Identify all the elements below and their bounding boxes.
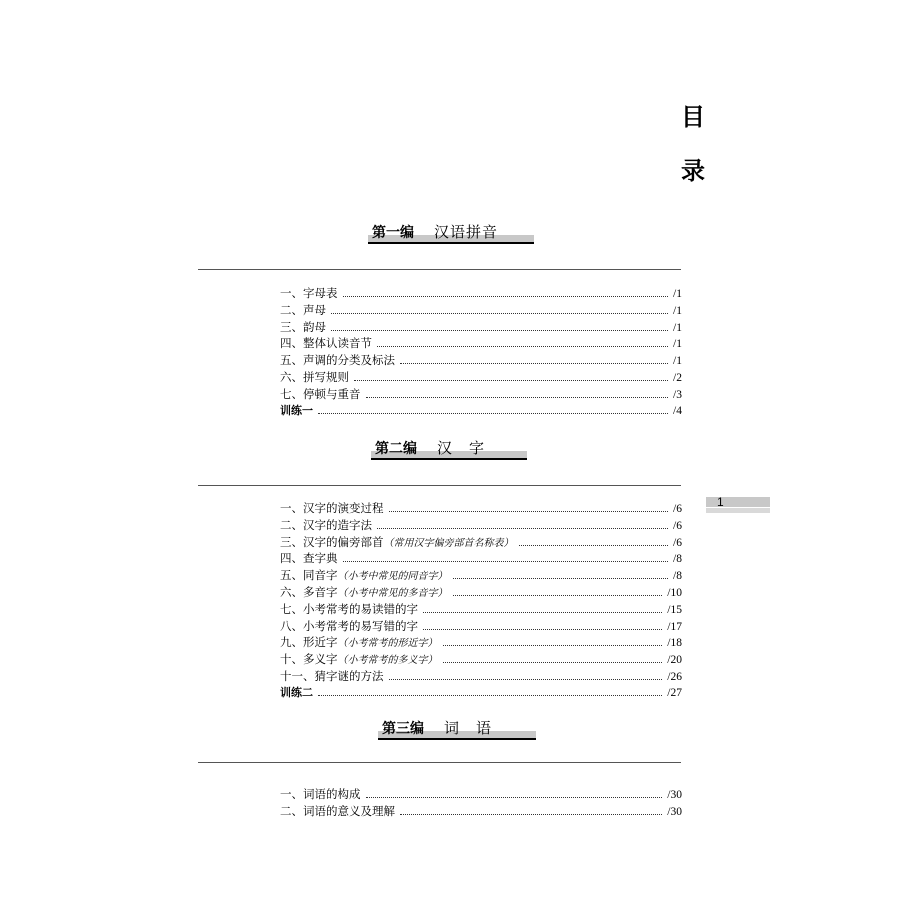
entry-note: （小考中常见的多音字）: [337, 587, 448, 599]
leader-dots: [423, 628, 662, 630]
leader-dots: [366, 796, 663, 798]
entry-page: /10: [667, 586, 682, 599]
toc-entry[interactable]: [280, 319, 682, 336]
entry-label: 训练二: [280, 685, 313, 699]
page-number-tab: [706, 497, 770, 515]
page-number: 1: [717, 495, 724, 509]
leader-dots: [318, 412, 668, 414]
toc-entry[interactable]: [280, 803, 682, 820]
entry-label-text: 五、同音字: [280, 568, 338, 583]
entry-page: /2: [673, 371, 682, 384]
entry-label-text: 三、汉字的偏旁部首: [280, 534, 384, 549]
section-rule-1: [198, 269, 681, 270]
toc-entry[interactable]: [280, 567, 682, 584]
entry-page: /6: [673, 503, 682, 515]
entry-label: 二、词语的意义及理解: [280, 803, 395, 818]
toc-list-3: [280, 786, 682, 820]
entry-page: /20: [667, 654, 682, 667]
leader-dots: [331, 312, 668, 314]
toc-entry[interactable]: [280, 618, 682, 635]
toc-entry[interactable]: [280, 302, 682, 319]
entry-label: 一、汉字的演变过程: [280, 501, 384, 515]
entry-label: 二、汉字的造字法: [280, 517, 372, 532]
leader-dots: [343, 295, 669, 297]
toc-entry[interactable]: [280, 651, 682, 668]
entry-label: 五、声调的分类及标法: [280, 353, 395, 368]
toc-entry[interactable]: [280, 534, 682, 551]
entry-page: /1: [673, 304, 682, 317]
entry-note: （小考常考的形近字）: [337, 638, 438, 650]
entry-page: /1: [673, 338, 682, 351]
entry-page: /3: [673, 388, 682, 401]
entry-label-text: 九、形近字: [280, 635, 338, 650]
toc-entry[interactable]: [280, 601, 682, 618]
leader-dots: [354, 379, 668, 381]
entry-label: 六、拼写规则: [280, 369, 349, 384]
heading-underline: [371, 458, 527, 460]
entry-page: /18: [667, 637, 682, 650]
tab-bar-lower: [706, 508, 770, 513]
toc-entry[interactable]: [280, 668, 682, 685]
entry-note: （常用汉字偏旁部首名称表）: [383, 537, 514, 549]
leader-dots: [389, 510, 669, 512]
entry-label: 训练一: [280, 403, 313, 417]
entry-note: （小考常考的多义字）: [337, 655, 438, 667]
leader-dots: [443, 661, 663, 663]
leader-dots: [389, 678, 663, 680]
toc-title-char-1: 目: [681, 103, 705, 131]
toc-entry[interactable]: [280, 335, 682, 352]
leader-dots: [331, 329, 668, 331]
entry-note: （小考中常见的同音字）: [337, 571, 448, 583]
entry-label: 十一、猜字谜的方法: [280, 668, 384, 683]
section-name: 汉 字: [437, 439, 486, 457]
section-number: 第三编: [382, 721, 424, 737]
section-name: 汉语拼音: [434, 223, 499, 241]
section-number: 第二编: [375, 441, 417, 457]
section-heading-2: [371, 438, 527, 460]
entry-page: /6: [673, 519, 682, 532]
entry-label: 三、韵母: [280, 319, 326, 334]
entry-label: 七、停顿与重音: [280, 386, 361, 401]
toc-entry[interactable]: [280, 500, 682, 517]
section-rule-2: [198, 485, 681, 486]
section-rule-3: [198, 762, 681, 763]
leader-dots: [519, 544, 669, 546]
entry-label-text: 六、多音字: [280, 584, 338, 599]
heading-underline: [378, 738, 536, 740]
toc-entry[interactable]: [280, 550, 682, 567]
toc-entry[interactable]: [280, 352, 682, 369]
leader-dots: [423, 611, 662, 613]
toc-entry-exercise[interactable]: [280, 685, 682, 702]
toc-entry[interactable]: [280, 517, 682, 534]
leader-dots: [377, 345, 668, 347]
entry-label: 四、整体认读音节: [280, 336, 372, 351]
toc-entry-exercise[interactable]: [280, 403, 682, 420]
entry-label-text: 十、多义字: [280, 652, 338, 667]
toc-entry[interactable]: [280, 584, 682, 601]
toc-entry[interactable]: [280, 786, 682, 803]
entry-page: /1: [673, 321, 682, 334]
leader-dots: [318, 694, 662, 696]
toc-list-1: [280, 285, 682, 419]
leader-dots: [400, 813, 662, 815]
leader-dots: [453, 594, 663, 596]
leader-dots: [377, 527, 668, 529]
toc-list-2: [280, 500, 682, 702]
entry-label: 二、声母: [280, 302, 326, 317]
heading-underline: [368, 242, 534, 244]
entry-label: 一、词语的构成: [280, 787, 361, 801]
leader-dots: [443, 644, 663, 646]
section-heading-3: [378, 718, 536, 740]
entry-label: 七、小考常考的易读错的字: [280, 601, 418, 616]
entry-label: 一、字母表: [280, 286, 338, 300]
section-name: 词 语: [444, 719, 493, 737]
tab-bar: [706, 497, 770, 507]
entry-page: /30: [667, 789, 682, 801]
toc-entry[interactable]: [280, 386, 682, 403]
entry-page: /8: [673, 570, 682, 583]
entry-page: /6: [673, 536, 682, 549]
entry-page: /27: [667, 686, 682, 699]
entry-page: /4: [673, 404, 682, 417]
entry-page: /30: [667, 805, 682, 818]
entry-page: /15: [667, 603, 682, 616]
leader-dots: [453, 577, 669, 579]
section-number: 第一编: [372, 225, 414, 241]
entry-label: 四、查字典: [280, 551, 338, 566]
entry-label: 八、小考常考的易写错的字: [280, 618, 418, 633]
toc-entry[interactable]: [280, 634, 682, 651]
leader-dots: [366, 396, 669, 398]
leader-dots: [400, 362, 668, 364]
entry-page: /1: [673, 355, 682, 368]
entry-page: /1: [673, 288, 682, 300]
section-heading-1: [368, 222, 534, 244]
entry-page: /8: [673, 553, 682, 566]
leader-dots: [343, 560, 669, 562]
entry-page: /17: [667, 620, 682, 633]
entry-page: /26: [667, 670, 682, 683]
toc-entry[interactable]: [280, 369, 682, 386]
toc-title-char-2: 录: [681, 157, 705, 185]
toc-entry[interactable]: [280, 285, 682, 302]
